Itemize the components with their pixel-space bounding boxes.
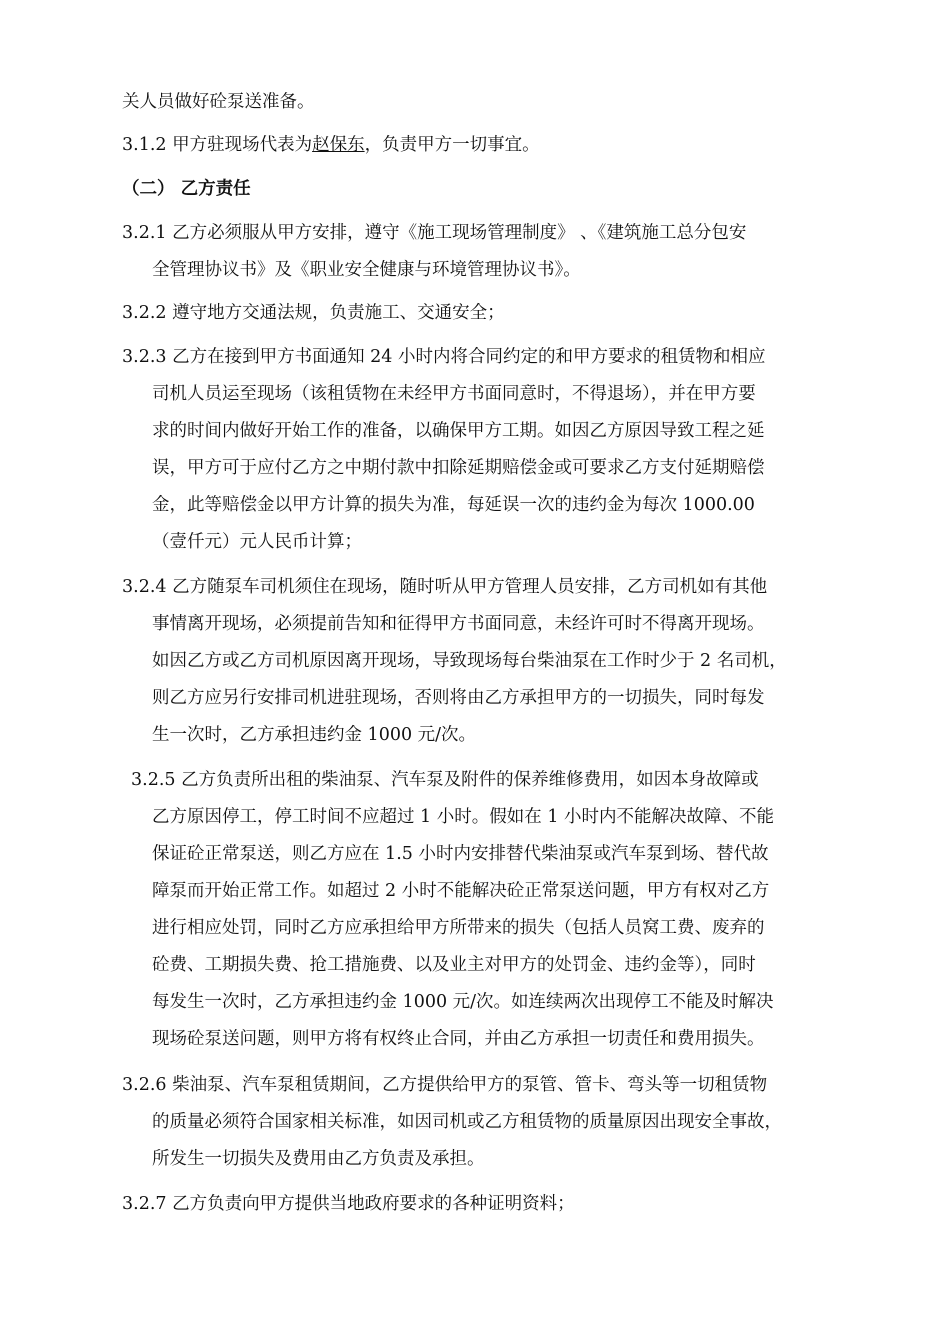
clause-3-1-2 bbox=[122, 134, 540, 156]
text-line: 每发生一次时，乙方承担违约金 1000 元/次。如连续两次出现停工不能及时解决 bbox=[152, 992, 774, 1012]
text-line: 误，甲方可于应付乙方之中期付款中扣除延期赔偿金或可要求乙方支付延期赔偿 bbox=[152, 458, 765, 478]
text-line: 金，此等赔偿金以甲方计算的损失为准，每延误一次的违约金为每次 1000.00 bbox=[152, 495, 755, 515]
text-line: 则乙方应另行安排司机进驻现场，否则将由乙方承担甲方的一切损失，同时每发 bbox=[152, 688, 765, 708]
text-line: 进行相应处罚，同时乙方应承担给甲方所带来的损失（包括人员窝工费、废弃的 bbox=[152, 918, 765, 938]
text-line: 3.2.4 乙方随泵车司机须住在现场，随时听从甲方管理人员安排，乙方司机如有其他 bbox=[122, 577, 768, 597]
text-line: 3.2.2 遵守地方交通法规，负责施工、交通安全； bbox=[122, 303, 505, 323]
section-heading: （二） 乙方责任 bbox=[122, 179, 251, 199]
text-line: 3.2.7 乙方负责向甲方提供当地政府要求的各种证明资料； bbox=[122, 1194, 575, 1214]
text-line: 砼费、工期损失费、抢工措施费、以及业主对甲方的处罚金、违约金等），同时 bbox=[152, 955, 756, 975]
text-line: 事情离开现场，必须提前告知和征得甲方书面同意，未经许可时不得离开现场。 bbox=[152, 614, 765, 634]
text-line: 所发生一切损失及费用由乙方负责及承担。 bbox=[152, 1149, 485, 1169]
text-line: 求的时间内做好开始工作的准备，以确保甲方工期。如因乙方原因导致工程之延 bbox=[152, 421, 765, 441]
text-line: 3.2.3 乙方在接到甲方书面通知 24 小时内将合同约定的和甲方要求的租赁物和相应 bbox=[122, 347, 766, 367]
text-line: 现场砼泵送问题，则甲方将有权终止合同，并由乙方承担一切责任和费用损失。 bbox=[152, 1029, 765, 1049]
text-line: 司机人员运至现场（该租赁物在未经甲方书面同意时，不得退场），并在甲方要 bbox=[152, 384, 756, 404]
text-line: 保证砼正常泵送，则乙方应在 1.5 小时内安排替代柴油泵或汽车泵到场、替代故 bbox=[152, 844, 769, 864]
text-line: 3.2.1 乙方必须服从甲方安排，遵守《施工现场管理制度》 、《建筑施工总分包安 bbox=[122, 223, 747, 243]
text-line: 乙方原因停工，停工时间不应超过 1 小时。假如在 1 小时内不能解决故障、不能 bbox=[152, 807, 775, 827]
text-line: 3.2.6 柴油泵、汽车泵租赁期间，乙方提供给甲方的泵管、管卡、弯头等一切租赁物 bbox=[122, 1075, 768, 1095]
text-line: 的质量必须符合国家相关标准，如因司机或乙方租赁物的质量原因出现安全事故， bbox=[152, 1112, 782, 1132]
text-line: 生一次时，乙方承担违约金 1000 元/次。 bbox=[152, 725, 477, 745]
text-line: （壹仟元）元人民币计算； bbox=[152, 532, 362, 552]
representative-name: 赵保东 bbox=[312, 135, 365, 155]
text-segment: 3.1.2 甲方驻现场代表为 bbox=[122, 135, 313, 155]
text-line: 3.2.5 乙方负责所出租的柴油泵、汽车泵及附件的保养维修费用，如因本身故障或 bbox=[131, 770, 759, 790]
text-line: 如因乙方或乙方司机原因离开现场，导致现场每台柴油泵在工作时少于 2 名司机， bbox=[152, 651, 787, 671]
text-segment: ，负责甲方一切事宜。 bbox=[364, 135, 540, 155]
text-line: 关人员做好砼泵送准备。 bbox=[122, 92, 315, 112]
text-line: 障泵而开始正常工作。如超过 2 小时不能解决砼正常泵送问题，甲方有权对乙方 bbox=[152, 881, 770, 901]
text-line: 全管理协议书》及《职业安全健康与环境管理协议书》。 bbox=[152, 260, 581, 280]
